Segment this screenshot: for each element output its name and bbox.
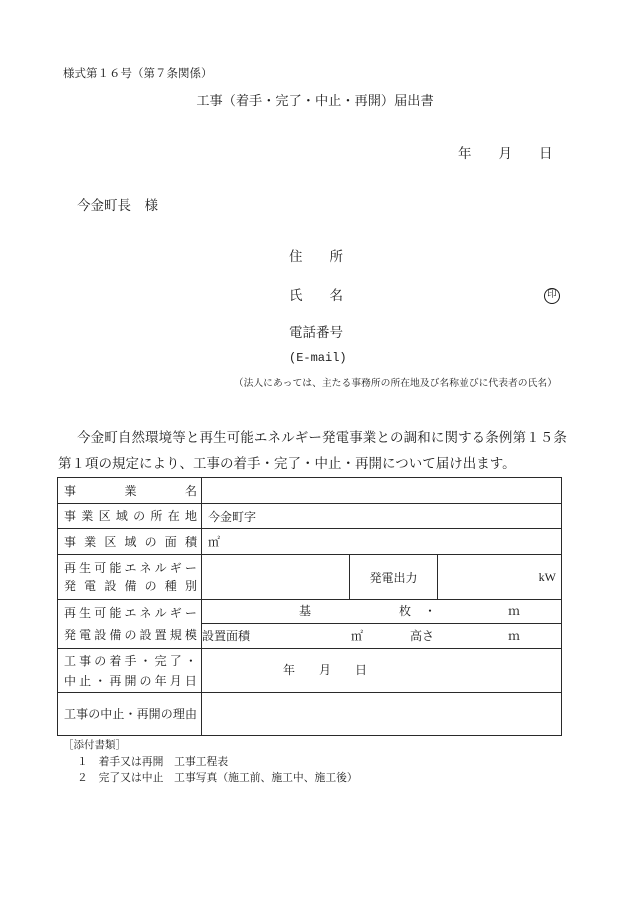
attachment-item: １ 着手又は再開 工事工程表 (77, 756, 229, 768)
area-value-cell (202, 529, 561, 554)
form-number: 様式第１６号（第７条関係） (63, 68, 213, 80)
document-title: 工事（着手・完了・中止・再開）届出書 (196, 93, 434, 108)
unit-panels: 枚 (399, 604, 412, 618)
project-name-label: 事 業 名 (64, 483, 197, 498)
project-name-label-cell (58, 478, 201, 503)
installation-area-label: 設置面積 (202, 629, 251, 643)
unit-length: ｍ (508, 604, 521, 618)
work-date-label-cell (58, 649, 201, 692)
height-unit: ｍ (508, 629, 521, 643)
area-unit: ㎡ (208, 535, 221, 549)
facility-type-label-cell (58, 555, 201, 599)
facility-area-cell (202, 624, 561, 648)
facility-type-value-cell (202, 555, 349, 599)
notification-table (57, 477, 562, 736)
facility-type-label-line-1: 再 生 可 能 エ ネ ル ギ ー (64, 561, 197, 575)
attachment-item: ２ 完了又は中止 工事写真（施工前、施工中、施工後） (77, 772, 358, 784)
count-separator: ・ (424, 604, 437, 618)
work-date-label-line-2: 中 止 ・ 再 開 の 年 月 日 (64, 673, 197, 688)
facility-type-label-line-2: 発 電 設 備 の 種 別 (64, 579, 197, 593)
seal-mark (544, 288, 560, 304)
output-label-cell (350, 555, 437, 599)
project-name-value-cell (202, 478, 561, 503)
statement-line-1: 今 金 町 自 然 環 境 等 と 再 生 可 能 エ ネ ル ギ ー 発 電 事 業 と の 調 和 に 関 す る 条 例 第 １ ５ 条 (77, 430, 567, 445)
facility-scale-label-cell (58, 600, 201, 648)
corporation-note: （法人にあっては、主たる事務所の所在地及び名称並びに代表者の氏名） (233, 378, 557, 389)
facility-scale-label-line-2: 発 電 設 備 の 設 置 規 模 (64, 628, 197, 642)
output-value-cell (438, 555, 561, 599)
email-label: (E-mail) (289, 351, 347, 365)
facility-scale-label-line-1: 再 生 可 能 エ ネ ル ギ ー (64, 606, 197, 620)
location-value-cell (202, 504, 561, 528)
area-label-cell (58, 529, 201, 554)
work-date-value-cell (202, 649, 561, 692)
phone-label: 電話番号 (289, 325, 343, 340)
seal-icon: 印 (547, 290, 557, 301)
installation-area-unit: ㎡ (351, 629, 364, 643)
unit-count: 基 (299, 604, 312, 618)
location-value: 今金町字 (208, 509, 257, 524)
height-label: 高さ (410, 629, 435, 643)
location-label: 事 業 区 域 の 所 在 地 (64, 509, 197, 523)
reason-label-cell (58, 693, 201, 735)
name-label: 氏 名 (289, 288, 343, 303)
output-label: 発電出力 (369, 570, 418, 585)
reason-label: 工 事 の 中 止 ・ 再 開 の 理 由 (64, 707, 197, 721)
area-label: 事 業 区 域 の 面 積 (64, 534, 197, 549)
reason-value-cell (202, 693, 561, 735)
addressee: 今金町長 様 (77, 198, 158, 213)
submission-date: 年 月 日 (458, 146, 553, 161)
output-unit: kW (538, 569, 556, 584)
work-date-label-line-1: 工 事 の 着 手 ・ 完 了 ・ (64, 653, 197, 668)
work-date-value: 年 月 日 (283, 663, 368, 677)
address-label: 住 所 (289, 249, 343, 264)
attachments-heading: ［添付書類］ (63, 740, 126, 751)
statement-line-2: 第１項の規定により、工事の着手・完了・中止・再開について届け出ます。 (58, 456, 516, 471)
facility-count-cell (202, 600, 561, 623)
location-label-cell (58, 504, 201, 528)
